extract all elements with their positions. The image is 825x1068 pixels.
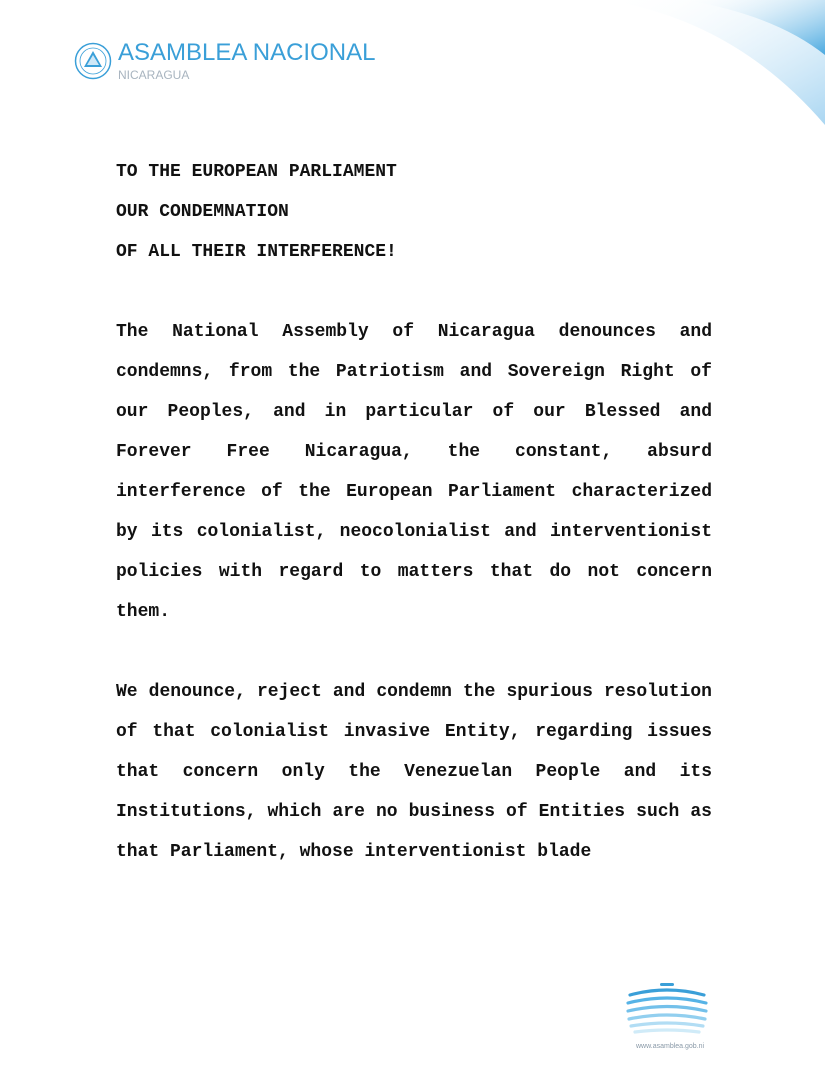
organization-name: ASAMBLEA NACIONAL — [118, 39, 376, 66]
heading-line-2: OUR CONDEMNATION — [116, 202, 289, 222]
letterhead — [74, 40, 375, 82]
paragraph-1: The National Assembly of Nicaragua denounces and condemns, from the Patriotism and Sovereign Right of our Peoples, and in particular of our Blessed and Forever Free Nicaragua, the constant, absurd interference of the European Parliament characterized by its colonialist, neocolonialist and interventionist policies with regard to matters that do not concern them. — [116, 322, 712, 622]
letter-body — [116, 152, 712, 912]
letter-heading — [116, 152, 712, 272]
corner-swoosh-decoration — [565, 0, 825, 130]
heading-line-3: OF ALL THEIR INTERFERENCE! — [116, 242, 397, 262]
heading-line-1: TO THE EUROPEAN PARLIAMENT — [116, 162, 397, 182]
paragraph-2: We denounce, reject and condemn the spurious resolution of that colonialist invasive Entity, regarding issues that concern only the Venezuelan People and its Institutions, which are no business of Entities such as that Parliament, whose interventionist blade — [116, 682, 712, 862]
assembly-hemicycle-logo — [622, 980, 712, 1040]
organization-country: NICARAGUA — [118, 68, 190, 82]
national-seal-icon — [74, 42, 112, 80]
website-url: www.asamblea.gob.ni — [636, 1043, 705, 1050]
